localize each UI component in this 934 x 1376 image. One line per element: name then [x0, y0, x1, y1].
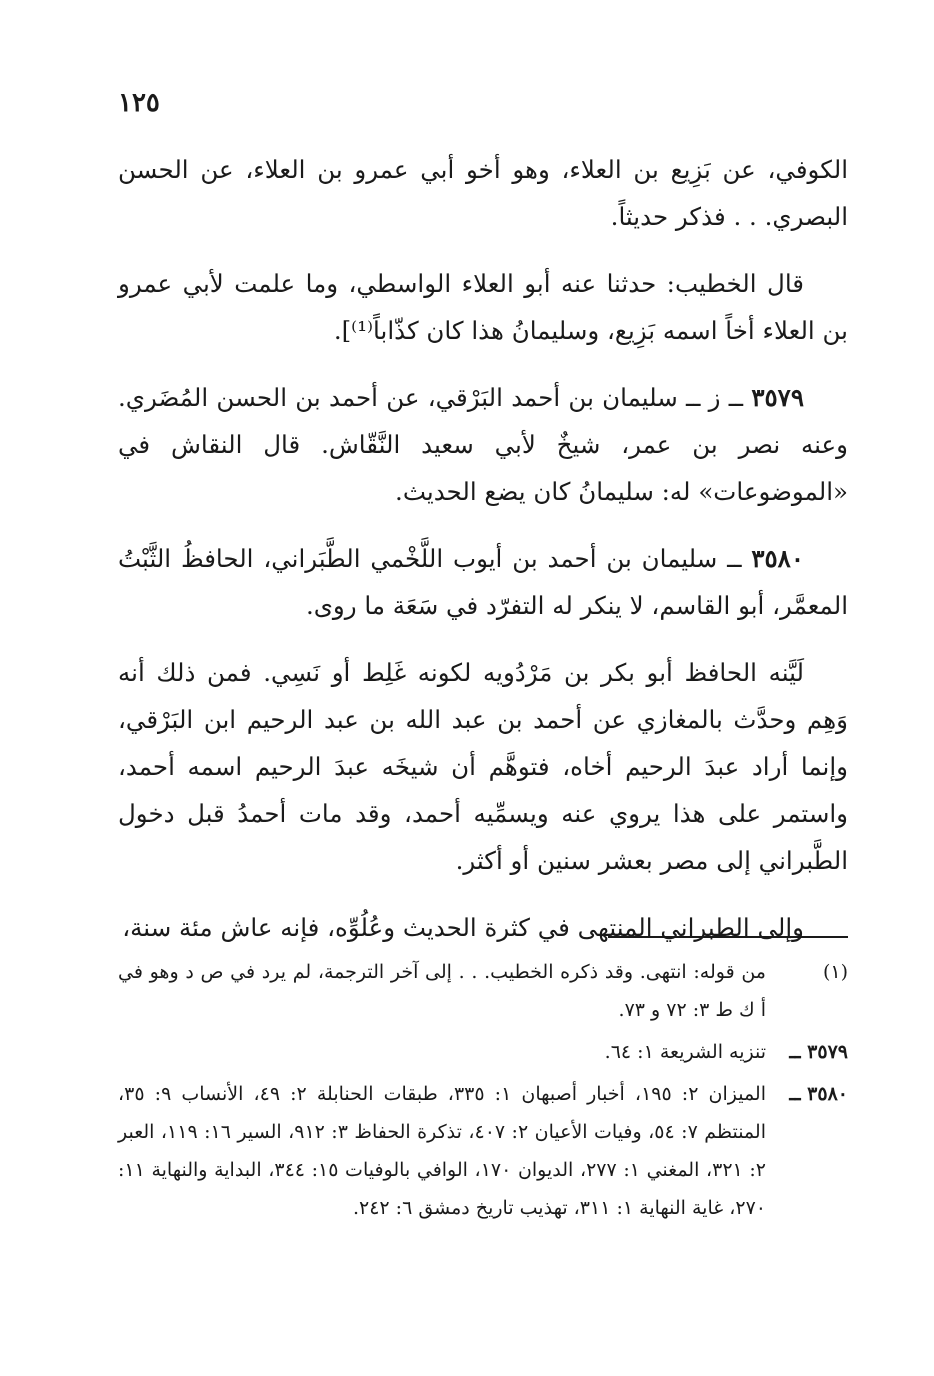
paragraph-tabarani-longevity: وإلى الطبراني المنتهى في كثرة الحديث وعُلُوِّه، فإنه عاش مئة سنة،: [122, 913, 804, 942]
entry-3580-number: ٣٥٨٠: [751, 544, 804, 573]
paragraph-continuation: الكوفي، عن بَزِيع بن العلاء، وهو أخو أبي عمرو بن العلاء، عن الحسن البصري. . . فذكر حديثاً.: [118, 155, 848, 231]
page-number: ١٢٥: [118, 88, 160, 118]
footnote-3580-label: ٣٥٨٠ ــ: [789, 1083, 848, 1105]
entry-3579-number: ٣٥٧٩: [751, 383, 804, 412]
footnote-1: [118, 953, 848, 1029]
footnotes: [118, 953, 848, 1231]
entry-3580: [118, 535, 848, 629]
footnote-3580-text: الميزان ٢: ١٩٥، أخبار أصبهان ١: ٣٣٥، طبقات الحنابلة ٢: ٤٩، الأنساب ٩: ٣٥، المنتظم ٧: ٥٤، وفيات الأعيان ٢: ٤٠٧، تذكرة الحفاظ ٣: ٩١٢، السير ١٦: ١١٩، العبر ٢: ٣٢١، المغني ١: ٢٧٧، الديوان ١٧٠، الوافي بالوفيات ١٥: ٣٤٤، البداية والنهاية ١١: ٢٧٠، غاية النهاية ١: ٣١١، تهذيب تاريخ دمشق ٦: ٢٤٢.: [118, 1083, 767, 1219]
entry-3579-text: ــ ز ــ سليمان بن أحمد البَرْقي، عن أحمد بن الحسن المُضَري. وعنه نصر بن عمر، شيخٌ لأبي سعيد النَّقّاش. قال النقاش في «الموضوعات» له: سليمانُ كان يضع الحديث.: [118, 383, 848, 506]
footnote-1-text: من قوله: انتهى. وقد ذكره الخطيب. . . إلى آخر الترجمة، لم يرد في ص د وهو في أ ك ط ٣: ٧٢ و ٧٣.: [118, 961, 766, 1021]
paragraph-khatib-quote: قال الخطيب: حدثنا عنه أبو العلاء الواسطي، وما علمت لأبي عمرو بن العلاء أخاً اسمه بَزِيع، وسليمانُ هذا كان كذّاباً⁽¹⁾].: [118, 269, 848, 345]
entry-3580-text: ــ سليمان بن أحمد بن أيوب اللَّخْمي الطَّبَراني، الحافظُ الثَّبْتُ المعمَّر، أبو القاسم، لا ينكر له التفرّد في سَعَة ما روى.: [118, 544, 848, 620]
footnote-3579: [118, 1033, 848, 1071]
footnote-1-label: (١): [822, 961, 848, 983]
footnote-3580: [118, 1075, 848, 1227]
footnote-3579-label: ٣٥٧٩ ــ: [789, 1041, 848, 1063]
paragraph-ibn-marduwayh: لَيَّنه الحافظ أبو بكر بن مَرْدُويه لكونه غَلِط أو نَسِي. فمن ذلك أنه وَهِم وحدَّث بالمغازي عن أحمد بن عبد الله بن عبد الرحيم ابن البَرْقي، وإنما أراد عبدَ الرحيم أخاه، فتوهَّم أن شيخَه عبدَ الرحيم اسمه أحمد، واستمر على هذا يروي عنه ويسمِّيه أحمد، وقد مات أحمدُ قبل دخول الطَّبراني إلى مصر بعشر سنين أو أكثر.: [118, 658, 848, 875]
main-text: [118, 146, 848, 971]
footnote-3579-text: تنزيه الشريعة ١: ٦٤.: [604, 1041, 766, 1063]
entry-3579: [118, 374, 848, 515]
footnote-divider: [608, 936, 848, 938]
